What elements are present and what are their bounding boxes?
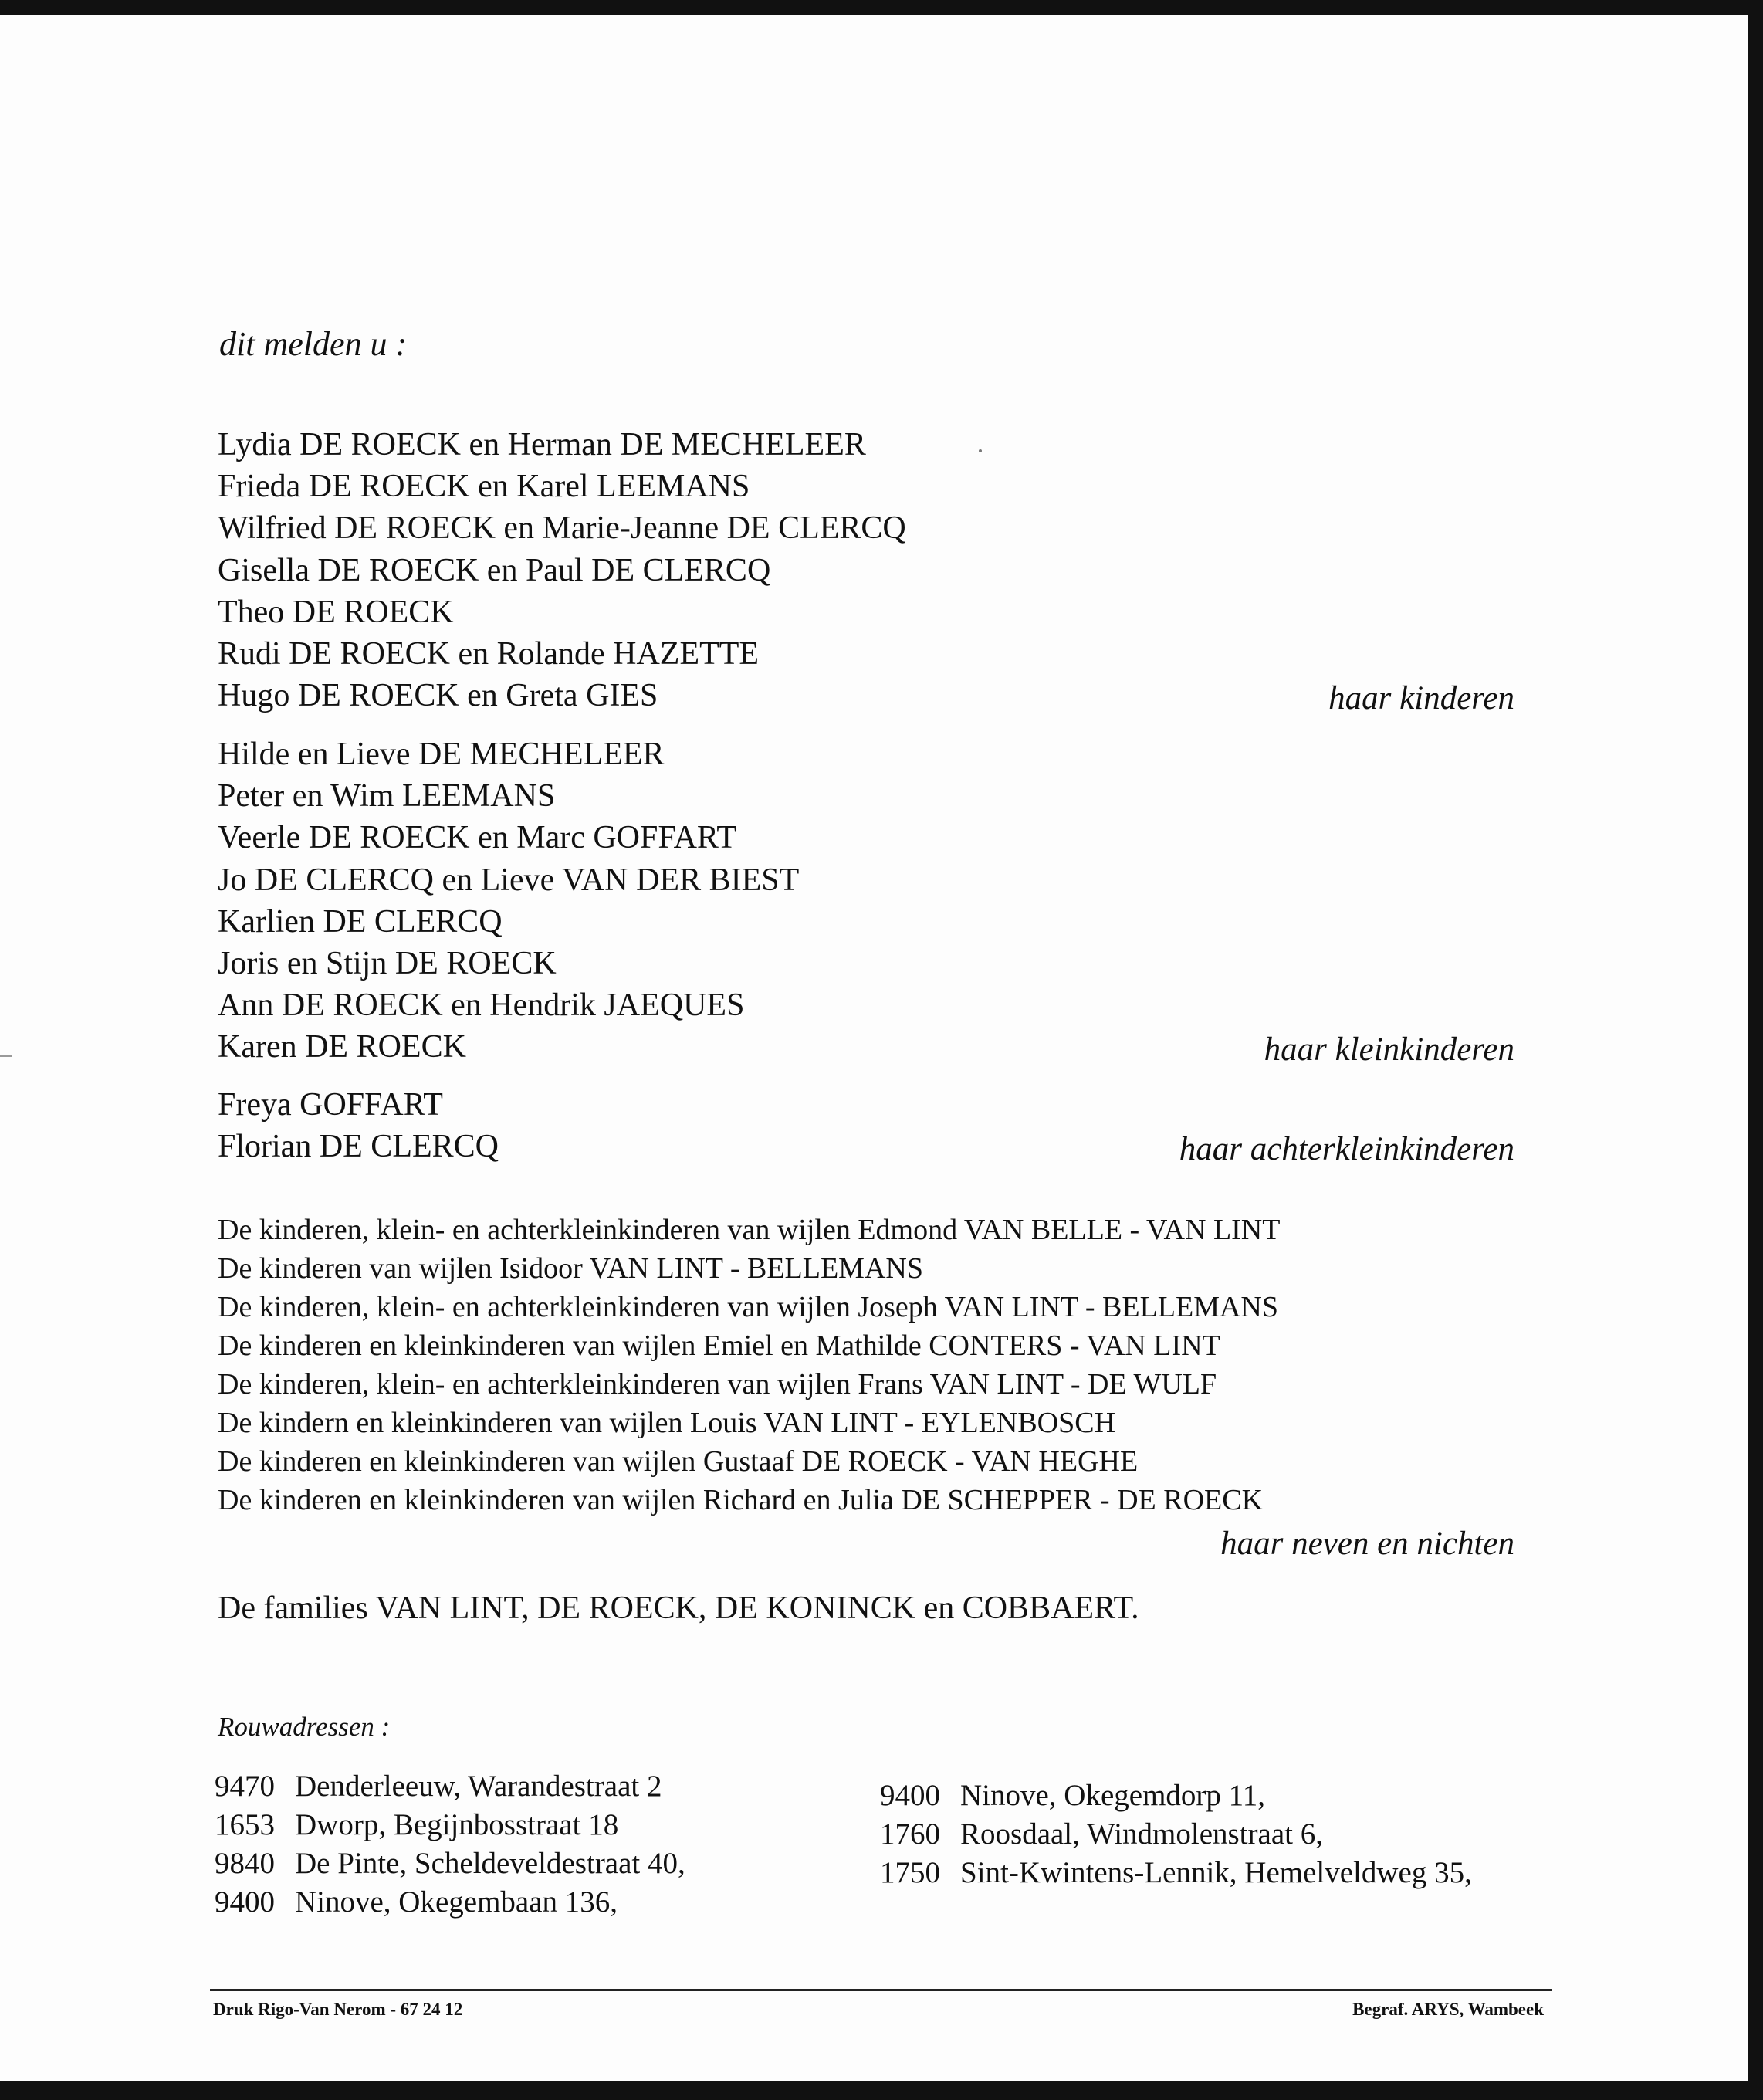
- relative-entry: De kinderen en kleinkinderen van wijlen Richard en Julia DE SCHEPPER - DE ROECK: [218, 1484, 1264, 1516]
- child-entry: Lydia DE ROECK en Herman DE MECHELEER: [218, 427, 866, 462]
- address-postcode: 9400: [215, 1885, 275, 1919]
- child-entry: Wilfried DE ROECK en Marie-Jeanne DE CLERCQ: [218, 510, 906, 547]
- relatives-label: haar neven en nichten: [1220, 1526, 1514, 1562]
- relative-entry: De kinderen en kleinkinderen van wijlen Gustaaf DE ROECK - VAN HEGHE: [218, 1445, 1139, 1478]
- address-entry: [215, 1844, 894, 1883]
- relative-entry: De kinderen en kleinkinderen van wijlen Emiel en Mathilde CONTERS - VAN LINT: [218, 1329, 1220, 1362]
- address-text: Ninove, Okegembaan 136,: [295, 1885, 618, 1919]
- child-entry: Gisella DE ROECK en Paul DE CLERCQ: [218, 552, 771, 588]
- grandchild-entry: Peter en Wim LEEMANS: [218, 778, 556, 815]
- relative-entry: De kinderen van wijlen Isidoor VAN LINT - BELLEMANS: [218, 1252, 923, 1285]
- grandchildren-list: [218, 733, 1530, 1069]
- grandchild-entry: Jo DE CLERCQ en Lieve VAN DER BIEST: [218, 862, 800, 898]
- address-entry: [215, 1806, 894, 1844]
- address-text: Roosdaal, Windmolenstraat 6,: [960, 1817, 1323, 1851]
- relatives-list: [218, 1211, 1545, 1519]
- address-text: Dworp, Begijnbosstraat 18: [295, 1808, 619, 1841]
- relative-entry: De kindern en kleinkinderen van wijlen Louis VAN LINT - EYLENBOSCH: [218, 1407, 1116, 1439]
- printer-credit: Druk Rigo-Van Nerom - 67 24 12: [213, 2000, 463, 2019]
- address-text: Denderleeuw, Warandestraat 2: [295, 1770, 662, 1803]
- address-entry: [215, 1883, 894, 1922]
- children-label: haar kinderen: [1328, 680, 1514, 716]
- grandchild-entry: Hilde en Lieve DE MECHELEER: [218, 737, 665, 772]
- great-grandchild-entry: Florian DE CLERCQ: [218, 1129, 499, 1165]
- address-postcode: 9470: [215, 1770, 275, 1803]
- mourning-card-page: [0, 15, 1748, 2081]
- relative-entry: De kinderen, klein- en achterkleinkinderen van wijlen Edmond VAN BELLE - VAN LINT: [218, 1214, 1281, 1246]
- grandchild-entry: Ann DE ROECK en Hendrik JAEQUES: [218, 987, 745, 1024]
- grandchildren-label: haar kleinkinderen: [1264, 1031, 1514, 1068]
- grandchild-entry: Karen DE ROECK: [218, 1029, 466, 1065]
- grandchild-entry: Veerle DE ROECK en Marc GOFFART: [218, 820, 737, 856]
- children-list: [218, 424, 1530, 716]
- address-text: De Pinte, Scheldeveldestraat 40,: [295, 1847, 685, 1880]
- address-postcode: 9840: [215, 1847, 275, 1880]
- great-grandchildren-label: haar achterkleinkinderen: [1179, 1131, 1514, 1167]
- great-grandchild-entry: Freya GOFFART: [218, 1087, 443, 1123]
- addresses-right-column: [880, 1777, 1559, 1892]
- announcement-heading: dit melden u :: [219, 325, 408, 363]
- relative-entry: De kinderen, klein- en achterkleinkinderen van wijlen Frans VAN LINT - DE WULF: [218, 1368, 1217, 1401]
- footer-divider: [210, 1989, 1552, 1991]
- addresses-left-column: [215, 1767, 894, 1922]
- grandchild-entry: Joris en Stijn DE ROECK: [218, 945, 557, 981]
- mourning-addresses-heading: Rouwadressen :: [218, 1712, 391, 1742]
- address-postcode: 9400: [880, 1779, 940, 1812]
- address-text: Sint-Kwintens-Lennik, Hemelveldweg 35,: [960, 1856, 1472, 1889]
- child-entry: Rudi DE ROECK en Rolande HAZETTE: [218, 635, 760, 672]
- address-postcode: 1653: [215, 1808, 275, 1841]
- address-entry: [880, 1854, 1559, 1892]
- undertaker-credit: Begraf. ARYS, Wambeek: [1352, 2000, 1544, 2019]
- address-text: Ninove, Okegemdorp 11,: [960, 1779, 1265, 1812]
- child-entry: Hugo DE ROECK en Greta GIES: [218, 678, 658, 714]
- address-entry: [880, 1777, 1559, 1815]
- families-line: De families VAN LINT, DE ROECK, DE KONINCK en COBBAERT.: [218, 1590, 1139, 1626]
- address-entry: [880, 1815, 1559, 1854]
- address-postcode: 1760: [880, 1817, 940, 1851]
- scan-edge-mark: [0, 1055, 12, 1057]
- relative-entry: De kinderen, klein- en achterkleinkinderen van wijlen Joseph VAN LINT - BELLEMANS: [218, 1291, 1279, 1323]
- child-entry: Theo DE ROECK: [218, 594, 454, 630]
- grandchild-entry: Karlien DE CLERCQ: [218, 903, 503, 940]
- child-entry: Frieda DE ROECK en Karel LEEMANS: [218, 469, 750, 505]
- address-entry: [215, 1767, 894, 1806]
- address-postcode: 1750: [880, 1856, 940, 1889]
